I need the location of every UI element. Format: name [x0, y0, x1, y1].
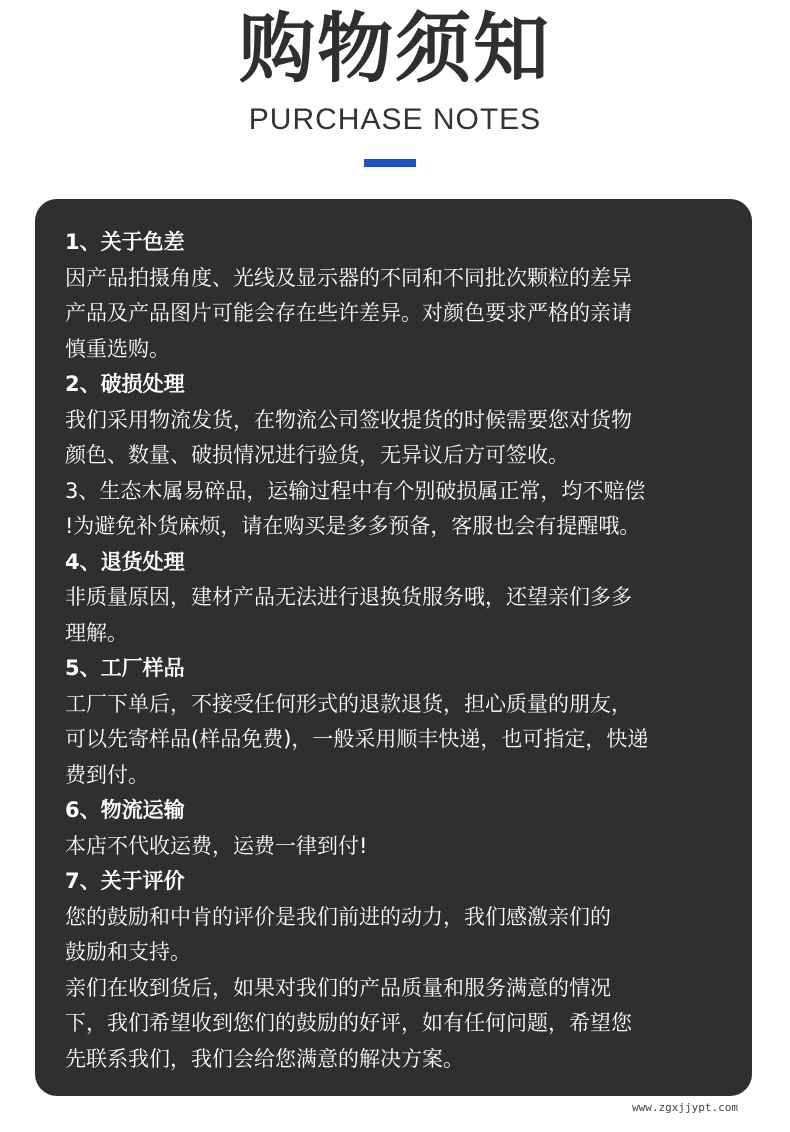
note-line: 鼓励和支持。	[65, 940, 191, 964]
section-heading: 7、关于评价	[65, 869, 185, 893]
accent-bar	[364, 159, 416, 167]
note-line: 慎重选购。	[65, 336, 170, 361]
note-line: 可以先寄样品(样品免费)，一般采用顺丰快递，也可指定，快递	[65, 727, 649, 751]
note-line: 颜色、数量、破损情况进行验货，无异议后方可签收。	[65, 443, 569, 467]
note-line: 理解。	[65, 620, 128, 645]
notes-card	[35, 199, 752, 1096]
section-heading: 4、退货处理	[65, 549, 185, 574]
section-heading: 6、物流运输	[65, 798, 185, 822]
note-line: 下，我们希望收到您们的鼓励的好评，如有任何问题，希望您	[65, 1011, 632, 1035]
note-line: 3、生态木属易碎品，运输过程中有个别破损属正常，均不赔偿	[65, 478, 646, 503]
section-heading: 5、工厂样品	[65, 656, 185, 680]
note-line: !为避免补货麻烦，请在购买是多多预备，客服也会有提醒哦。	[65, 514, 641, 538]
note-line: 工厂下单后，不接受任何形式的退款退货，担心质量的朋友，	[65, 691, 632, 716]
note-line: 因产品拍摄角度、光线及显示器的不同和不同批次颗粒的差异	[65, 265, 632, 290]
note-line: 费到付。	[65, 762, 149, 787]
note-line: 非质量原因，建材产品无法进行退换货服务哦，还望亲们多多	[65, 585, 632, 609]
note-line: 本店不代收运费，运费一律到付!	[65, 833, 368, 858]
note-line: 产品及产品图片可能会存在些许差异。对颜色要求严格的亲请	[65, 301, 632, 325]
note-line: 亲们在收到货后，如果对我们的产品质量和服务满意的情况	[65, 975, 611, 1000]
page-title: 购物须知	[239, 4, 551, 93]
page-subtitle: PURCHASE NOTES	[248, 103, 542, 136]
note-line: 您的鼓励和中肯的评价是我们前进的动力，我们感激亲们的	[65, 904, 611, 929]
note-line: 我们采用物流发货，在物流公司签收提货的时候需要您对货物	[65, 407, 632, 432]
notes-content	[65, 225, 735, 1077]
watermark-url: www.zgxjjypt.com	[632, 1101, 738, 1114]
section-heading: 2、破损处理	[65, 372, 185, 396]
note-line: 先联系我们，我们会给您满意的解决方案。	[65, 1046, 464, 1071]
section-heading: 1、关于色差	[65, 230, 185, 254]
